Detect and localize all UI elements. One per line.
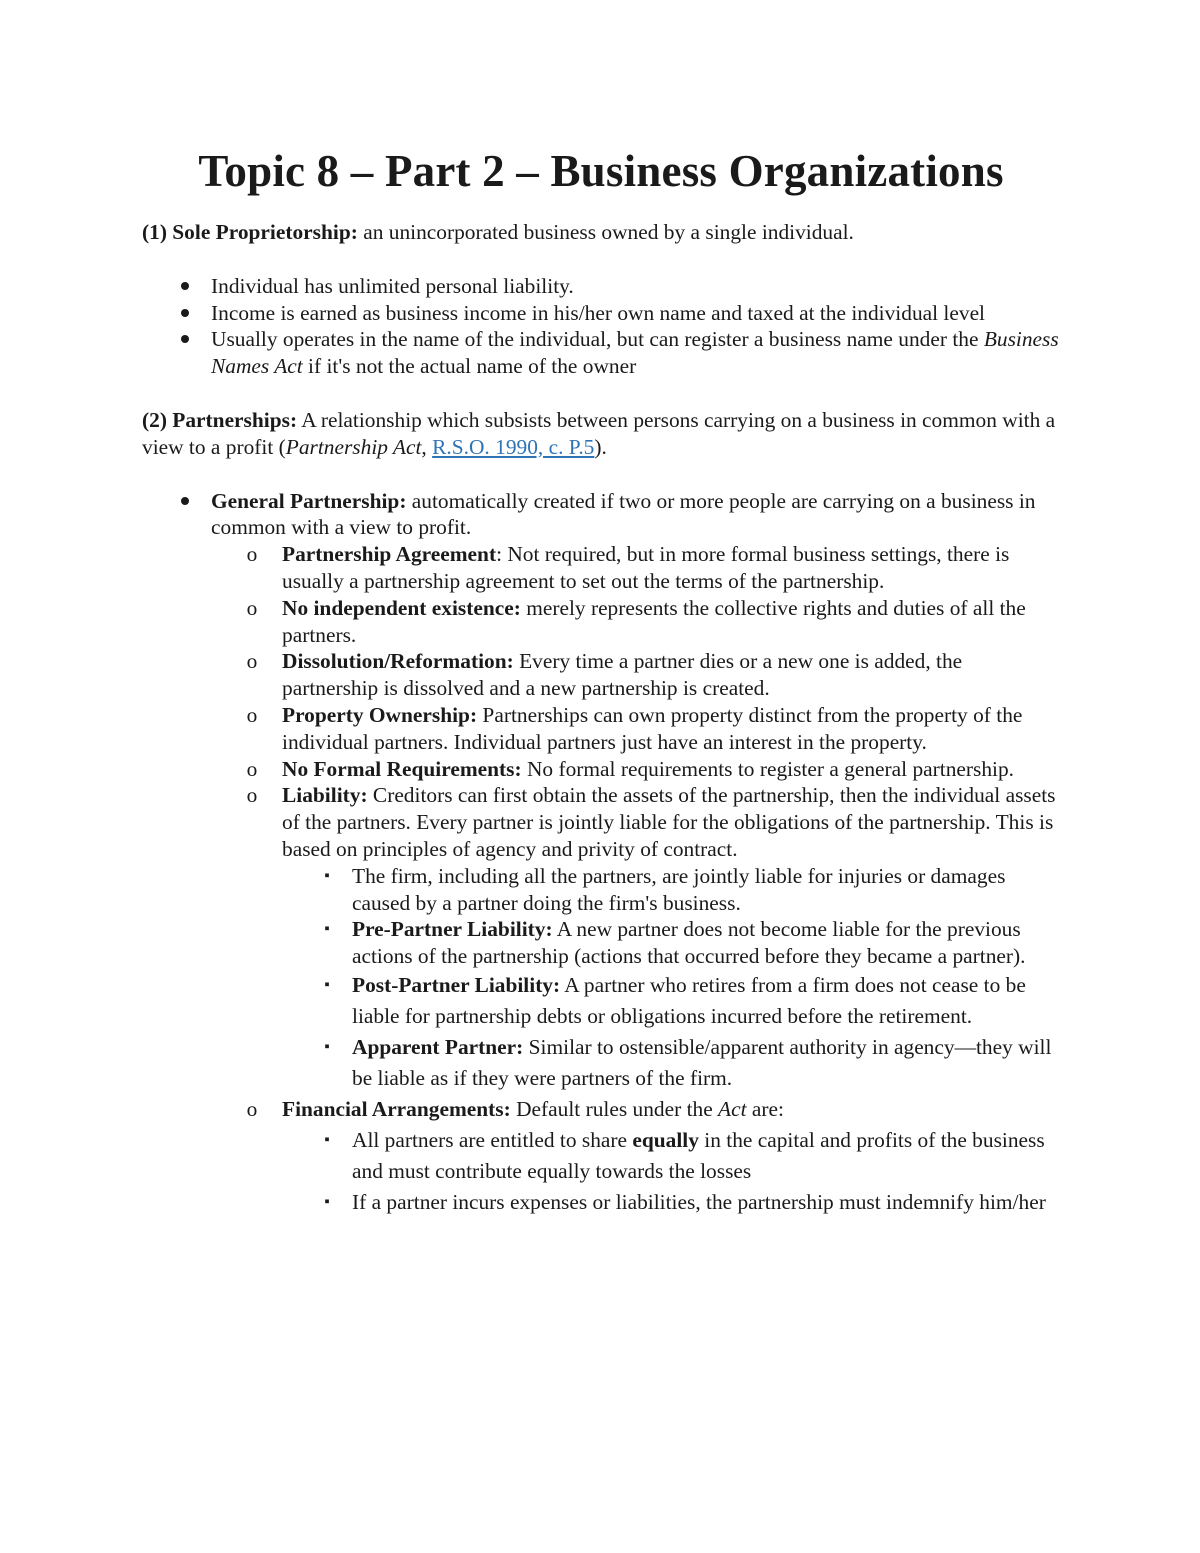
liability-item	[282, 970, 1060, 1032]
general-partnership-label: General Partnership:	[211, 488, 407, 513]
liability-item	[282, 1032, 1060, 1094]
circle-bullet-icon: o	[246, 783, 258, 808]
equally-bold: equally	[632, 1127, 699, 1152]
sub-item	[211, 702, 1060, 756]
list-item-text: if it's not the actual name of the owner	[302, 354, 637, 379]
financial-item	[282, 1125, 1060, 1187]
page-title: Topic 8 – Part 2 – Business Organizations	[198, 146, 1004, 196]
liability-item-text: Similar to ostensible/apparent authority in agency—they will be liable as if they were partners of the firm.	[352, 1034, 1052, 1090]
bullet-icon	[175, 488, 195, 515]
square-bullet-icon: ▪	[324, 1038, 330, 1055]
liability-item-label: Pre-Partner Liability:	[352, 917, 553, 942]
square-bullet-icon: ▪	[324, 1193, 330, 1210]
liability-item-label: Apparent Partner:	[352, 1034, 524, 1059]
circle-bullet-icon: o	[246, 595, 258, 620]
square-bullet-icon: ▪	[324, 1131, 330, 1148]
sole-proprietorship-text: an unincorporated business owned by a single individual.	[357, 220, 854, 244]
sub-item-text: merely represents the collective rights and duties of all the partners.	[282, 595, 1026, 647]
sub-item-label: Property Ownership:	[282, 702, 478, 727]
partnerships-text: A relationship which subsists between persons carrying on a business in common with a view to a profit (	[142, 407, 1056, 459]
sub-item-financial	[211, 1094, 1060, 1218]
sub-item-text: Partnerships can own property distinct from the property of the individual partners. Individual partners just have an interest in the property.	[282, 702, 1023, 754]
financial-item-text: All partners are entitled to share	[352, 1127, 633, 1152]
financial-item	[282, 1187, 1060, 1218]
sub-item-text: Every time a partner dies or a new one is added, the partnership is dissolved and a new partnership is created.	[282, 649, 963, 701]
circle-bullet-icon: o	[246, 649, 258, 674]
general-partnership-item	[142, 488, 1060, 1218]
sub-item-text: No formal requirements to register a general partnership.	[521, 756, 1015, 781]
sub-item-label: Dissolution/Reformation:	[282, 649, 514, 674]
general-partnership-text: automatically created if two or more people are carrying on a business in common with a view to profit.	[211, 488, 1036, 540]
sole-proprietorship-list	[142, 273, 1060, 380]
sub-item-text: Creditors can first obtain the assets of the partnership, then the individual assets of the partners. Every partner is jointly liable for the obligations of the partnership. This is based on principles of agency and privity of contract.	[282, 783, 1056, 861]
statute-link[interactable]: R.S.O. 1990, c. P.5	[432, 434, 595, 459]
partnerships-heading: (2) Partnerships:	[142, 407, 298, 432]
liability-item	[282, 863, 1060, 917]
financial-item-text: in the capital and profits of the business and must contribute equally towards the losses	[352, 1127, 1045, 1183]
partnership-act: Partnership Act	[285, 434, 422, 459]
sole-proprietorship-definition	[142, 219, 1060, 246]
sub-item-liability	[211, 782, 1060, 1094]
closing-paren: ).	[594, 434, 607, 459]
partnerships-definition	[142, 407, 1060, 461]
square-bullet-icon: ▪	[324, 867, 330, 884]
list-item-text: Usually operates in the name of the individual, but can register a business name under the	[211, 327, 984, 352]
circle-bullet-icon: o	[246, 702, 258, 727]
bullet-icon	[175, 326, 195, 353]
sub-item-label: Partnership Agreement	[282, 542, 497, 567]
sub-item-label: Financial Arrangements:	[282, 1096, 511, 1121]
sub-item	[211, 756, 1060, 783]
partnership-types-list	[142, 488, 1060, 1218]
sub-item-text: Default rules under the	[510, 1096, 719, 1121]
act-italic: Act	[718, 1096, 747, 1121]
sub-item-text: : Not required, but in more formal business settings, there is usually a partnership agreement to set out the terms of the partnership.	[282, 542, 1010, 593]
sub-item-label: No independent existence:	[282, 595, 521, 620]
liability-item-text: The firm, including all the partners, are jointly liable for injuries or damages caused by a partner doing the firm's business.	[352, 863, 1006, 915]
square-bullet-icon: ▪	[324, 976, 330, 993]
liability-item	[282, 916, 1060, 970]
financial-item-text: If a partner incurs expenses or liabilities, the partnership must indemnify him/her	[352, 1189, 1046, 1214]
general-partnership-sublist	[211, 541, 1060, 1218]
list-item	[142, 326, 1060, 380]
sub-item	[211, 595, 1060, 649]
list-item-text: Individual has unlimited personal liability.	[211, 273, 574, 298]
sub-item	[211, 648, 1060, 702]
square-bullet-icon: ▪	[324, 921, 330, 938]
sole-proprietorship-heading: (1) Sole Proprietorship:	[142, 220, 358, 244]
liability-item-text: A partner who retires from a firm does not cease to be liable for partnership debts or obligations incurred before the retirement.	[352, 972, 1026, 1028]
list-item-text: Income is earned as business income in his/her own name and taxed at the individual level	[211, 300, 986, 325]
separator: ,	[421, 434, 433, 459]
list-item	[142, 300, 1060, 327]
bullet-icon	[175, 300, 195, 327]
sub-item-label: No Formal Requirements:	[282, 756, 522, 781]
liability-item-label: Post-Partner Liability:	[352, 972, 561, 997]
sub-item-label: Liability:	[282, 783, 368, 808]
business-names-act: Business Names Act	[211, 327, 1059, 379]
sub-item-text: are:	[746, 1096, 784, 1121]
liability-sublist	[282, 863, 1060, 1094]
liability-item-text: A new partner does not become liable for the previous actions of the partnership (actions that occurred before they became a partner).	[352, 917, 1026, 969]
sub-item	[211, 541, 1060, 595]
circle-bullet-icon: o	[246, 542, 258, 567]
bullet-icon	[175, 273, 195, 300]
financial-sublist	[282, 1125, 1060, 1218]
list-item	[142, 273, 1060, 300]
circle-bullet-icon: o	[246, 1096, 258, 1121]
circle-bullet-icon: o	[246, 756, 258, 781]
